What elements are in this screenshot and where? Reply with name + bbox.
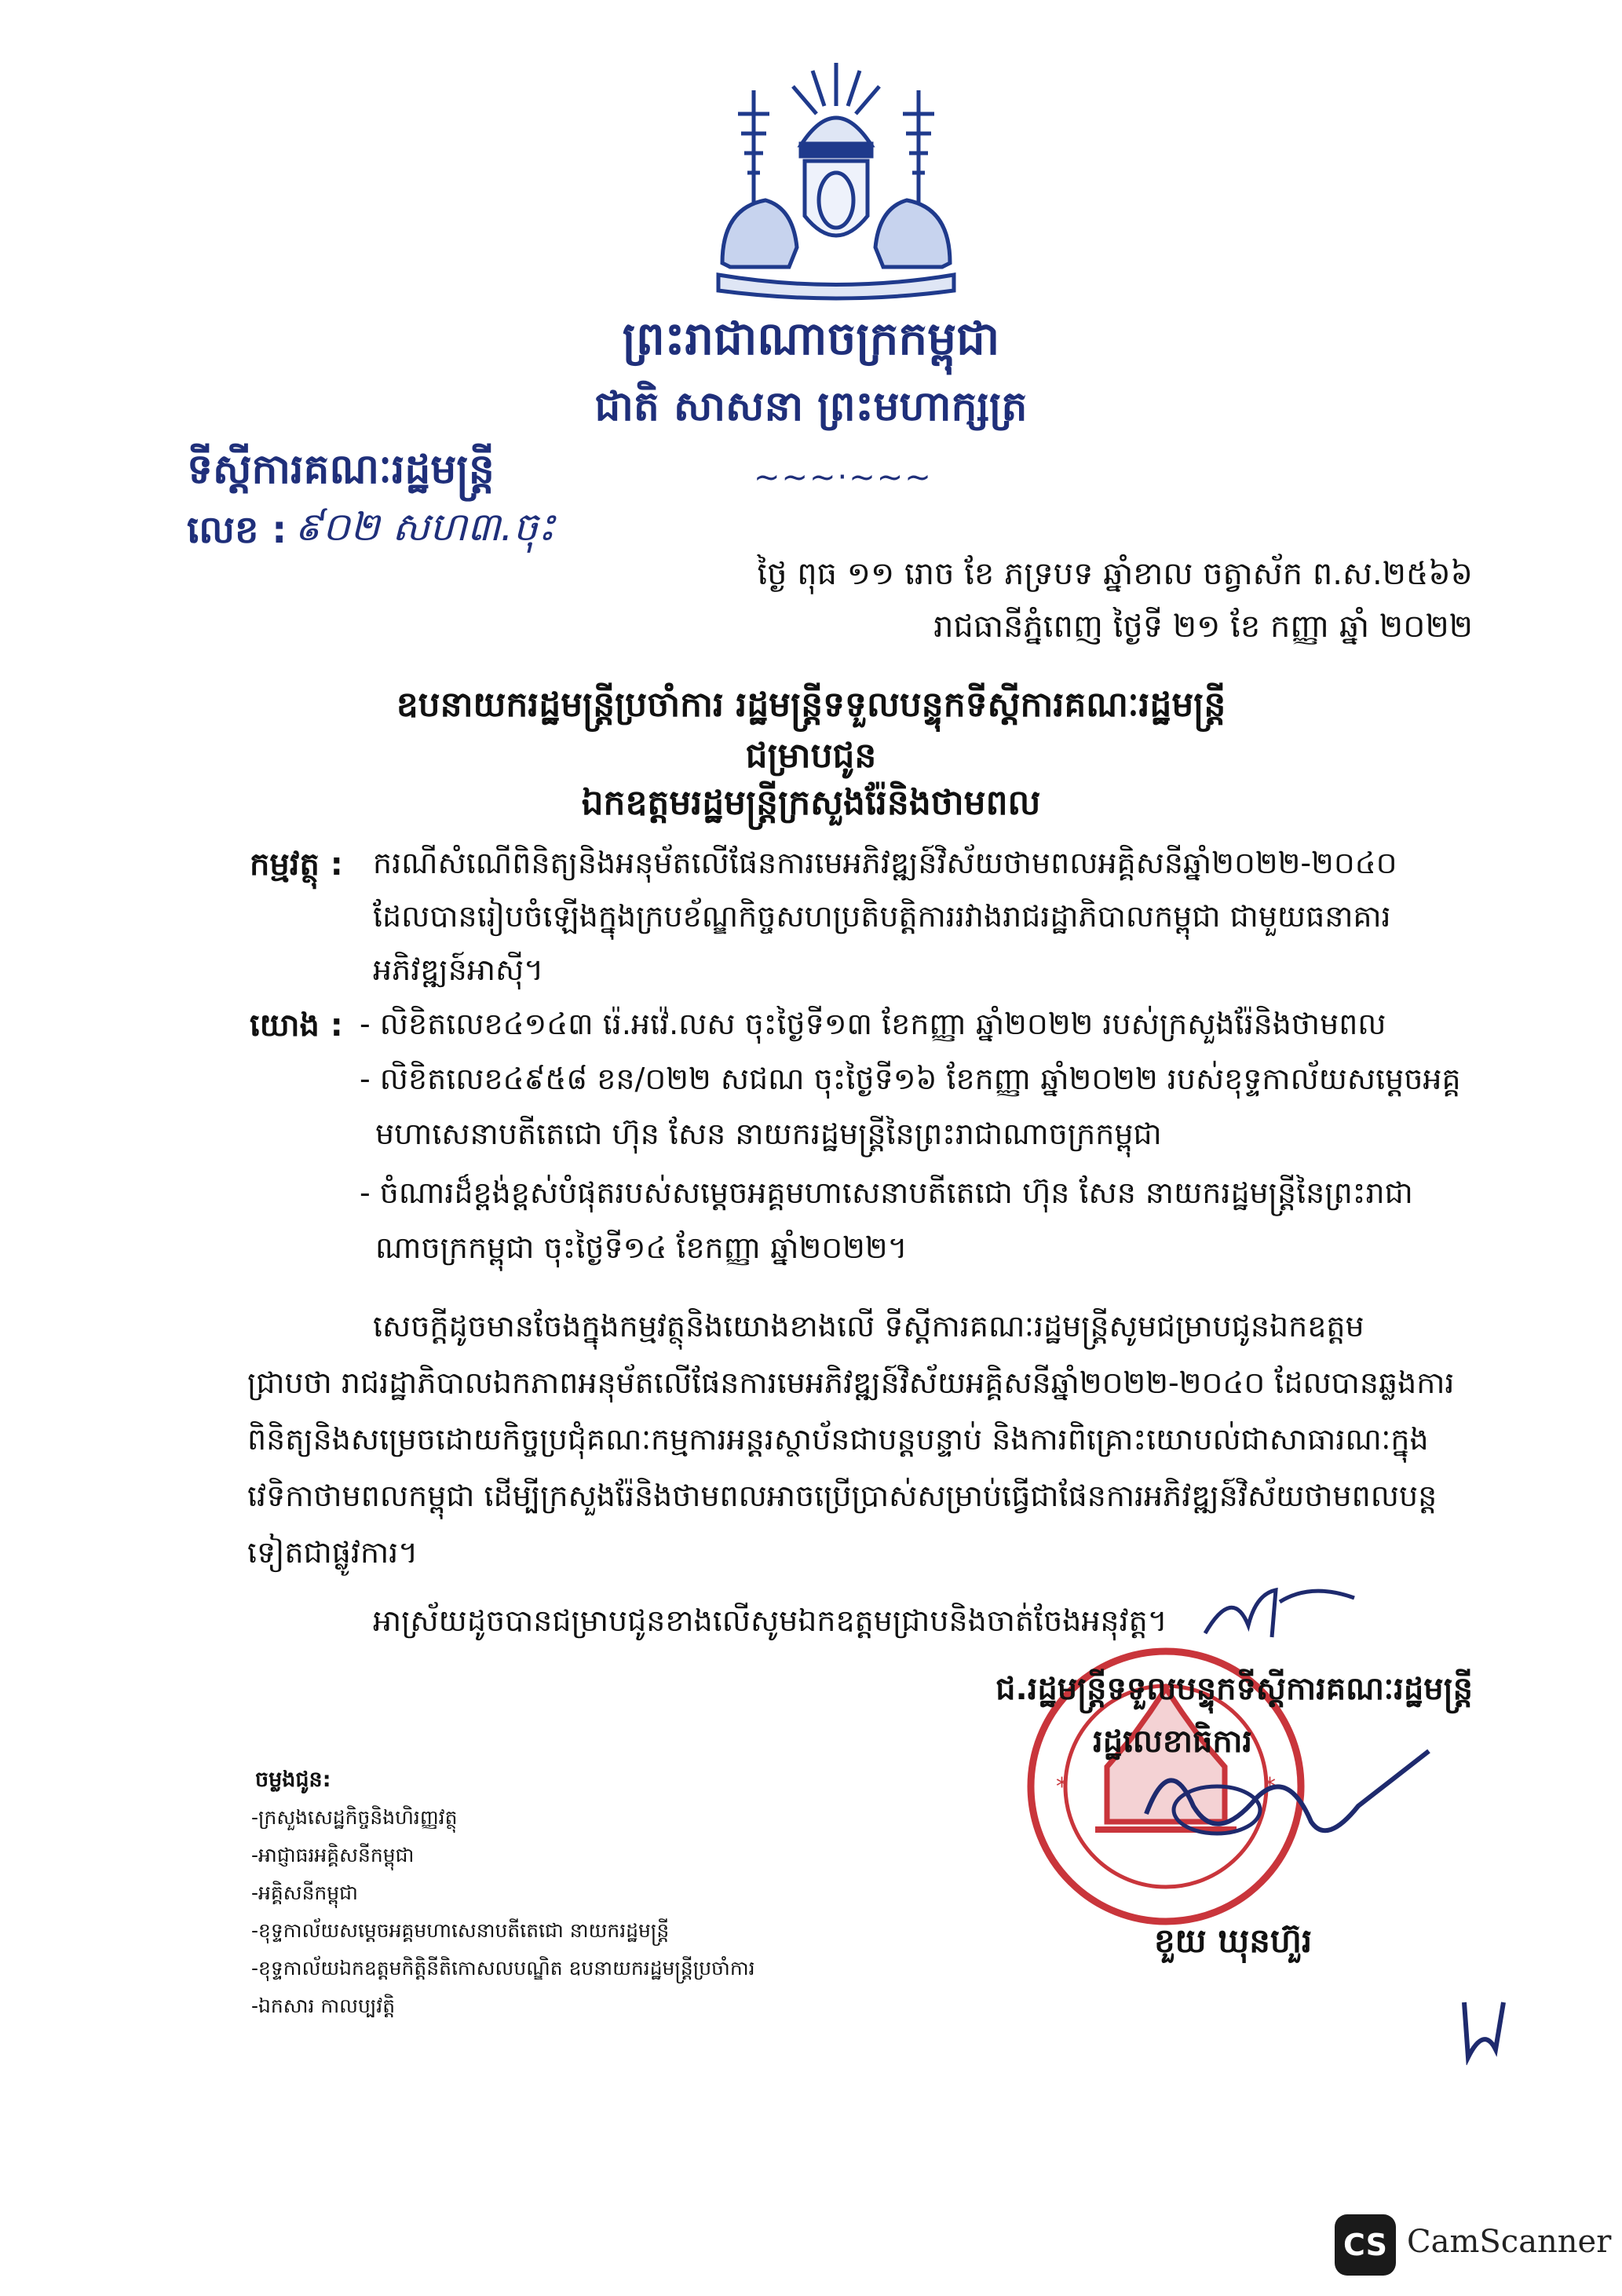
lunar-date: ថ្ងៃ ពុធ ១១ រោច ខែ ភទ្របទ ឆ្នាំខាល ចត្វាស័ក ព.ស.២៥៦៦ xyxy=(757,556,1473,592)
body-line: វេទិកាថាមពលកម្ពុជា ដើម្បីក្រសួងរ៉ែនិងថាមពលអាចប្រើប្រាស់សម្រាប់ធ្វើជាផែនការអភិវឌ្ឍន៍វិស័យថាមពលបន្ត xyxy=(247,1479,1438,1513)
cc-item: -ខុទ្ទកាល័យឯកឧត្តមកិត្តិនីតិកោសលបណ្ឌិត ឧបនាយករដ្ឋមន្ត្រីប្រចាំការ xyxy=(251,1957,755,1980)
subject-line: ករណីសំណើពិនិត្យនិងអនុម័តលើផែនការមេអភិវឌ្ឍន៍វិស័យថាមពលអគ្គិសនីឆ្នាំ២០២២-២០៤០ xyxy=(373,846,1397,880)
cc-item: -អាជ្ញាធរអគ្គិសនីកម្ពុជា xyxy=(251,1844,415,1866)
cc-item: -ក្រសួងសេដ្ឋកិច្ចនិងហិរញ្ញវត្ថុ xyxy=(251,1806,458,1829)
body-line: ជ្រាបថា រាជរដ្ឋាភិបាលឯកភាពអនុម័តលើផែនការមេអភិវឌ្ឍន៍វិស័យអគ្គិសនីឆ្នាំ២០២២-២០៤០ ដែលបានឆ្លងការ xyxy=(247,1366,1455,1400)
cc-title: ចម្លងជូន: xyxy=(255,1768,331,1792)
reference-label: យោង : xyxy=(250,1007,343,1044)
cc-item: -ឯកសារ កាលប្បវត្តិ xyxy=(251,1994,396,2017)
camscanner-text: CamScanner xyxy=(1407,2224,1612,2260)
closing-line: អាស្រ័យដូចបានជម្រាបជូនខាងលើសូមឯកឧត្តមជ្រាបនិងចាត់ចែងអនុវត្ត។ xyxy=(373,1603,1167,1638)
royal-emblem xyxy=(707,59,966,302)
reference-line: មហាសេនាបតីតេជោ ហ៊ុន សែន នាយករដ្ឋមន្ត្រីនៃព្រះរាជាណាចក្រកម្ពុជា xyxy=(375,1117,1162,1151)
subject-line: ដែលបានរៀបចំឡើងក្នុងក្របខ័ណ្ឌកិច្ចសហប្រតិបត្តិការរវាងរាជរដ្ឋាភិបាលកម្ពុជា ជាមួយធនាគារ xyxy=(373,899,1391,934)
solar-date: រាជធានីភ្នំពេញ ថ្ងៃទី ២១ ខែ កញ្ញា ឆ្នាំ ២០២២ xyxy=(933,609,1473,645)
subject-line: អភិវឌ្ឍន៍អាស៊ី។ xyxy=(373,952,544,987)
kingdom-title: ព្រះរាជាណាចក្រកម្ពុជា xyxy=(622,312,1000,365)
svg-text:*: * xyxy=(1056,1773,1068,1801)
recipient-line: ឯកឧត្តមរដ្ឋមន្ត្រីក្រសួងរ៉ែនិងថាមពល xyxy=(581,783,1041,823)
cc-item: -ខុទ្ទកាល័យសម្ដេចអគ្គមហាសេនាបតីតេជោ នាយករដ្ឋមន្ត្រី xyxy=(251,1919,670,1942)
body-line: សេចក្ដីដូចមានចែងក្នុងកម្មវត្ថុនិងយោងខាងលើ ទីស្ដីការគណៈរដ្ឋមន្ត្រីសូមជម្រាបជូនឯកឧត្តម xyxy=(373,1309,1364,1344)
signatory-position: រដ្ឋលេខាធិការ xyxy=(1093,1724,1253,1760)
document-number-value: ៩០២ សហ៣.ចុះ xyxy=(294,504,556,550)
svg-text:*: * xyxy=(1264,1773,1276,1801)
camscanner-watermark xyxy=(1335,2214,1612,2277)
body-line: ពិនិត្យនិងសម្រេចដោយកិច្ចប្រជុំគណៈកម្មការអន្តរស្ថាប័នជាបន្តបន្ទាប់ និងការពិគ្រោះយោបល់ជាសាធារណៈក្នុង xyxy=(247,1422,1429,1457)
subject-label: កម្មវត្ថុ : xyxy=(250,846,343,883)
salutation-verb: ជម្រាបជូន xyxy=(745,736,877,776)
ornament-divider: ~~~·~~~ xyxy=(754,459,933,495)
body-line: ទៀតជាផ្លូវការ។ xyxy=(247,1535,418,1570)
sender-line: ឧបនាយករដ្ឋមន្ត្រីប្រចាំការ រដ្ឋមន្ត្រីទទួលបន្ទុកទីស្ដីការគណៈរដ្ឋមន្ត្រី xyxy=(396,685,1226,725)
signatory-name: ខួយ ឃុនហ៊ួរ xyxy=(1154,1921,1313,1960)
handwritten-initial-mark xyxy=(1201,1578,1358,1649)
reference-line: - ចំណារដ៏ខ្ពង់ខ្ពស់បំផុតរបស់សម្ដេចអគ្គមហាសេនាបតីតេជោ ហ៊ុន សែន នាយករដ្ឋមន្ត្រីនៃព្រះរាជា xyxy=(360,1175,1413,1210)
national-motto: ជាតិ សាសនា ព្រះមហាក្សត្រ xyxy=(594,383,1028,430)
issuing-office: ទីស្ដីការគណៈរដ្ឋមន្ត្រី xyxy=(187,446,495,493)
reference-line: ណាចក្រកម្ពុជា ចុះថ្ងៃទី១៤ ខែកញ្ញា ឆ្នាំ២០២២។ xyxy=(375,1230,908,1265)
camscanner-logo-icon: CS xyxy=(1335,2214,1396,2276)
reference-line: - លិខិតលេខ៤៩៥៨ ខន/០២២ សជណ ចុះថ្ងៃទី១៦ ខែកញ្ញា ឆ្នាំ២០២២ របស់ខុទ្ទកាល័យសម្ដេចអគ្គ xyxy=(360,1062,1461,1096)
handwritten-margin-mark xyxy=(1456,1994,1511,2065)
cc-item: -អគ្គិសនីកម្ពុជា xyxy=(251,1881,358,1904)
signatory-title: ជ.រដ្ឋមន្ត្រីទទួលបន្ទុកទីស្ដីការគណៈរដ្ឋមន្ត្រី xyxy=(995,1671,1473,1707)
reference-line: - លិខិតលេខ៤១៤៣ រ៉េ.អវ៉េ.លស ចុះថ្ងៃទី១៣ ខែកញ្ញា ឆ្នាំ២០២២ របស់ក្រសួងរ៉ែនិងថាមពល xyxy=(360,1007,1386,1041)
document-number-label: លេខ : xyxy=(187,508,287,552)
